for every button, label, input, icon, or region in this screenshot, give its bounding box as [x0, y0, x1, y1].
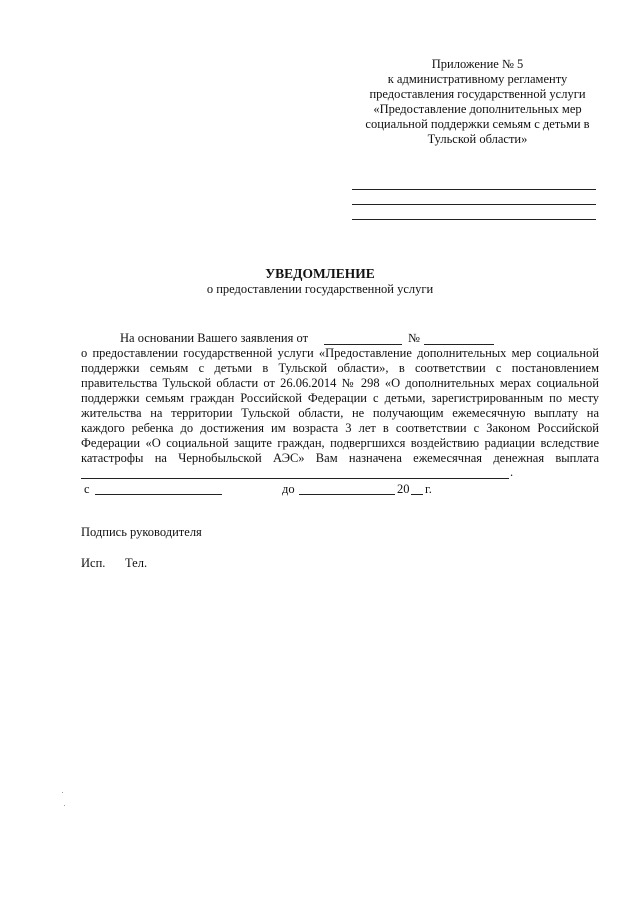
paragraph-line: о предоставлении государственной услуги «Предоставление дополнительных мер социальной [81, 346, 599, 360]
notice-subtitle: о предоставлении государственной услуги [206, 282, 434, 296]
notice-title: УВЕДОМЛЕНИЕ [265, 266, 375, 281]
appendix-line: Тульской области» [427, 132, 528, 146]
paragraph-line: жительства на территории Тульской области, не получающим ежемесячную выплату на [81, 406, 599, 420]
period-mark: . [510, 465, 514, 479]
to-date-blank [299, 494, 395, 495]
appendix-line: социальной поддержки семьям с детьми в [365, 117, 590, 131]
executor-label: Исп. [81, 556, 106, 570]
appendix-line: Приложение № 5 [431, 57, 524, 71]
scan-speck [62, 792, 63, 793]
appendix-header [350, 57, 605, 147]
phone-label: Тел. [125, 556, 148, 570]
addressee-blank-line [352, 219, 596, 220]
application-basis-text: На основании Вашего заявления от [120, 331, 309, 345]
year-prefix: 20 [397, 482, 410, 496]
to-label: до [282, 482, 295, 496]
application-number-blank [424, 344, 494, 345]
paragraph-line: каждого ребенка до достижения им возраста 3 лет в соответствии с Законом Российской [81, 421, 599, 435]
appendix-line: «Предоставление дополнительных мер [373, 102, 582, 116]
signature-label: Подпись руководителя [81, 525, 202, 539]
paragraph-line: поддержки семьям граждан Российской Федерации с детьми, зарегистрированным по месту [81, 391, 599, 405]
paragraph-line: правительства Тульской области от 26.06.2014 № 298 «О дополнительных мерах социальной [81, 376, 599, 390]
appendix-line: к административному регламенту [387, 72, 568, 86]
addressee-blank-line [352, 204, 596, 205]
year-suffix: г. [425, 482, 432, 496]
paragraph-line: Федерации «О социальной защите граждан, подвергшихся воздействию радиации вследствие [81, 436, 599, 450]
year-blank [411, 494, 423, 495]
addressee-blank-line [352, 189, 596, 190]
appendix-line: предоставления государственной услуги [369, 87, 586, 101]
scan-speck [64, 805, 65, 806]
from-date-blank [95, 494, 222, 495]
amount-blank [81, 478, 509, 479]
number-sign: № [408, 331, 420, 345]
from-label: с [84, 482, 90, 496]
application-date-blank [324, 344, 402, 345]
paragraph-line: поддержки семьям с детьми в Тульской области», в соответствии с постановлением [81, 361, 599, 375]
paragraph-line: катастрофы на Чернобыльской АЭС» Вам назначена ежемесячная денежная выплата [81, 451, 599, 465]
